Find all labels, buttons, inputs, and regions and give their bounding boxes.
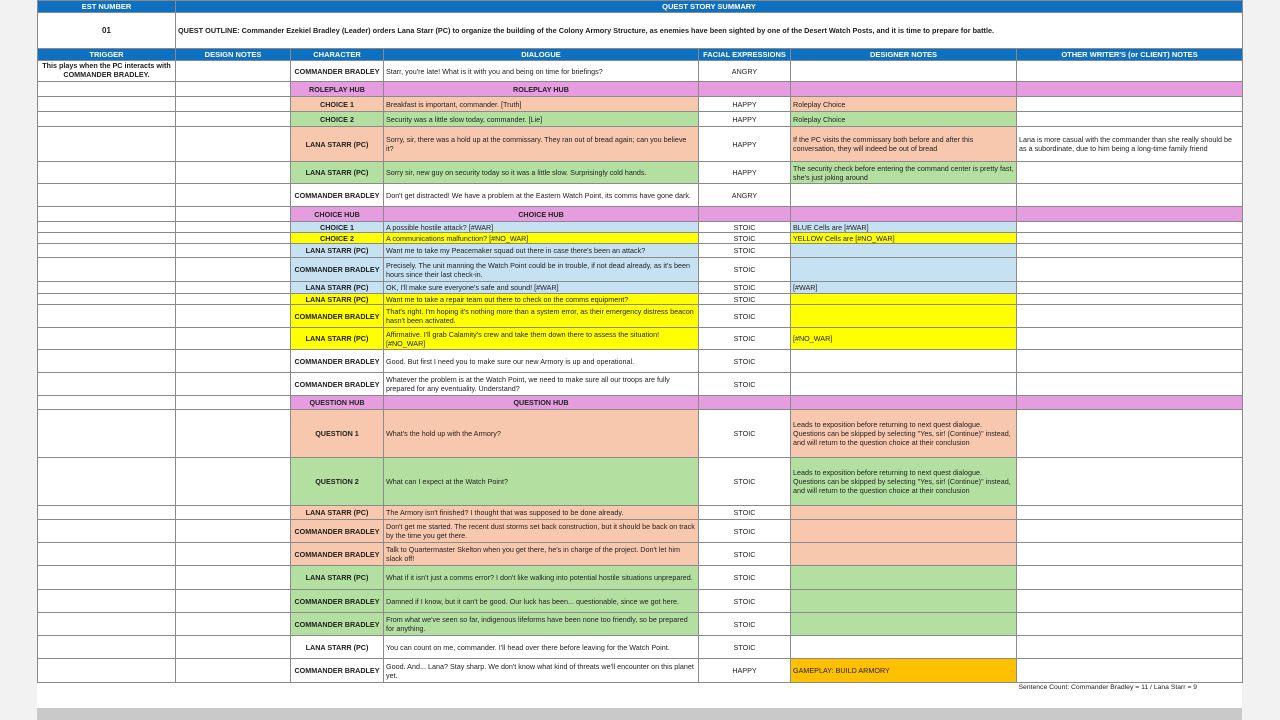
facial-expression-cell[interactable]: STOIC <box>699 543 791 566</box>
facial-expression-cell[interactable] <box>699 82 791 97</box>
designer-notes-cell[interactable]: BLUE Cells are [#WAR] <box>791 222 1017 233</box>
dialogue-cell[interactable]: Want me to take my Peacemaker squad out there in case there's been an attack? <box>384 244 699 258</box>
character-cell[interactable]: COMMANDER BRADLEY <box>291 590 384 613</box>
hub-row <box>38 207 1243 222</box>
table-row <box>38 659 1243 683</box>
designer-notes-cell[interactable] <box>791 543 1017 566</box>
facial-expression-cell[interactable]: STOIC <box>699 282 791 294</box>
trigger-cell[interactable] <box>38 162 176 184</box>
dialogue-cell[interactable]: Security was a little slow today, commander. [Lie] <box>384 112 699 127</box>
design-notes-cell[interactable] <box>176 543 291 566</box>
empty-cell <box>699 683 791 693</box>
character-cell[interactable]: COMMANDER BRADLEY <box>291 258 384 282</box>
designer-notes-cell[interactable] <box>791 506 1017 520</box>
design-notes-cell[interactable] <box>176 659 291 683</box>
other-notes-cell[interactable] <box>1017 97 1243 112</box>
other-notes-cell[interactable] <box>1017 282 1243 294</box>
facial-expression-cell[interactable]: STOIC <box>699 244 791 258</box>
table-row <box>38 613 1243 636</box>
designer-notes-cell[interactable] <box>791 61 1017 82</box>
design-notes-cell[interactable] <box>176 410 291 458</box>
quest-number-header: EST NUMBER <box>38 1 176 13</box>
character-cell[interactable]: LANA STARR (PC) <box>291 294 384 305</box>
trigger-cell[interactable] <box>38 506 176 520</box>
dialogue-cell[interactable]: Whatever the problem is at the Watch Point, we need to make sure all our troops are fully prepared for any eventuality. Understand? <box>384 373 699 396</box>
trigger-cell[interactable] <box>38 244 176 258</box>
spreadsheet <box>37 0 1242 720</box>
other-notes-cell[interactable] <box>1017 294 1243 305</box>
dialogue-cell[interactable]: Talk to Quartermaster Skelton when you get there, he's in charge of the project. Don't let him slack off! <box>384 543 699 566</box>
character-cell[interactable]: LANA STARR (PC) <box>291 244 384 258</box>
table-row <box>38 328 1243 350</box>
design-notes-cell[interactable] <box>176 222 291 233</box>
facial-expression-cell[interactable]: STOIC <box>699 636 791 659</box>
designer-notes-cell[interactable] <box>791 520 1017 543</box>
trigger-cell[interactable] <box>38 97 176 112</box>
trigger-cell[interactable] <box>38 127 176 162</box>
facial-expression-cell[interactable]: STOIC <box>699 222 791 233</box>
other-notes-cell[interactable] <box>1017 328 1243 350</box>
dialogue-cell[interactable]: A possible hostile attack? [#WAR] <box>384 222 699 233</box>
table-row <box>38 244 1243 258</box>
table-row <box>38 543 1243 566</box>
facial-expression-cell[interactable]: STOIC <box>699 294 791 305</box>
hub-row <box>38 396 1243 410</box>
other-notes-cell[interactable] <box>1017 506 1243 520</box>
trigger-cell[interactable] <box>38 233 176 244</box>
trigger-cell[interactable] <box>38 613 176 636</box>
hub-label[interactable]: ROLEPLAY HUB <box>291 82 384 97</box>
other-notes-cell[interactable] <box>1017 659 1243 683</box>
other-notes-cell[interactable] <box>1017 410 1243 458</box>
dialogue-cell[interactable]: Breakfast is important, commander. [Truth] <box>384 97 699 112</box>
col-other-notes: OTHER WRITER'S (or CLIENT) NOTES <box>1017 49 1243 61</box>
design-notes-cell[interactable] <box>176 127 291 162</box>
facial-expression-cell[interactable]: STOIC <box>699 613 791 636</box>
design-notes-cell[interactable] <box>176 207 291 222</box>
other-notes-cell[interactable] <box>1017 61 1243 82</box>
character-cell[interactable]: LANA STARR (PC) <box>291 282 384 294</box>
empty-cell <box>291 683 384 693</box>
dialogue-cell[interactable]: What's the hold up with the Armory? <box>384 410 699 458</box>
designer-notes-cell[interactable] <box>791 350 1017 373</box>
designer-notes-cell[interactable] <box>791 373 1017 396</box>
facial-expression-cell[interactable]: STOIC <box>699 350 791 373</box>
dialogue-cell[interactable]: OK, I'll make sure everyone's safe and sound! [#WAR] <box>384 282 699 294</box>
other-notes-cell[interactable] <box>1017 590 1243 613</box>
dialogue-cell[interactable]: From what we've seen so far, indigenous lifeforms have been none too friendly, so be prepared for anything. <box>384 613 699 636</box>
character-cell[interactable]: COMMANDER BRADLEY <box>291 520 384 543</box>
table-row <box>38 222 1243 233</box>
designer-notes-cell[interactable] <box>791 566 1017 590</box>
trigger-cell[interactable] <box>38 305 176 328</box>
trigger-cell[interactable] <box>38 282 176 294</box>
dialogue-cell[interactable]: Starr, you're late! What is it with you and being on time for briefings? <box>384 61 699 82</box>
facial-expression-cell[interactable]: HAPPY <box>699 659 791 683</box>
character-cell[interactable]: QUESTION 1 <box>291 410 384 458</box>
design-notes-cell[interactable] <box>176 613 291 636</box>
sheet-bottom-bar <box>37 708 1242 720</box>
designer-notes-cell[interactable] <box>791 244 1017 258</box>
quest-story-summary-header: QUEST STORY SUMMARY <box>176 1 1243 13</box>
table-row <box>38 566 1243 590</box>
table-row <box>38 184 1243 207</box>
table-row <box>38 112 1243 127</box>
designer-notes-cell[interactable]: Roleplay Choice <box>791 97 1017 112</box>
trigger-cell[interactable] <box>38 82 176 97</box>
dialogue-cell[interactable]: What can I expect at the Watch Point? <box>384 458 699 506</box>
facial-expression-cell[interactable]: STOIC <box>699 506 791 520</box>
trigger-cell[interactable] <box>38 112 176 127</box>
design-notes-cell[interactable] <box>176 233 291 244</box>
other-notes-cell[interactable] <box>1017 162 1243 184</box>
dialogue-cell[interactable]: Don't get distracted! We have a problem at the Eastern Watch Point, its comms have gone dark. <box>384 184 699 207</box>
table-row <box>38 305 1243 328</box>
dialogue-cell[interactable]: Good. And... Lana? Stay sharp. We don't know what kind of threats we'll encounter on this planet yet. <box>384 659 699 683</box>
designer-notes-cell[interactable] <box>791 396 1017 410</box>
character-cell[interactable]: COMMANDER BRADLEY <box>291 543 384 566</box>
designer-notes-cell[interactable]: GAMEPLAY: BUILD ARMORY <box>791 659 1017 683</box>
dialogue-cell[interactable]: Good. But first I need you to make sure our new Armory is up and operational. <box>384 350 699 373</box>
table-row <box>38 282 1243 294</box>
designer-notes-cell[interactable]: Leads to exposition before returning to next quest dialogue. Questions can be skipped by selecting "Yes, sir! (Continue)" instead, and will return to the question choice at their conclusion <box>791 458 1017 506</box>
quest-outline-text[interactable]: QUEST OUTLINE: Commander Ezekiel Bradley (Leader) orders Lana Starr (PC) to organize the building of the Colony Armory Structure, as enemies have been sighted by one of the Desert Watch Posts, and it is time to prepare for battle. <box>176 13 1243 49</box>
designer-notes-cell[interactable] <box>791 82 1017 97</box>
other-notes-cell[interactable] <box>1017 520 1243 543</box>
table-row <box>38 458 1243 506</box>
hub-row <box>38 82 1243 97</box>
hub-label[interactable]: CHOICE HUB <box>291 207 384 222</box>
other-notes-cell[interactable] <box>1017 458 1243 506</box>
table-row <box>38 97 1243 112</box>
facial-expression-cell[interactable] <box>699 207 791 222</box>
col-character: CHARACTER <box>291 49 384 61</box>
trigger-cell[interactable] <box>38 566 176 590</box>
design-notes-cell[interactable] <box>176 373 291 396</box>
design-notes-cell[interactable] <box>176 566 291 590</box>
facial-expression-cell[interactable]: ANGRY <box>699 61 791 82</box>
empty-cell <box>384 683 699 693</box>
trigger-cell[interactable] <box>38 373 176 396</box>
header-row-top <box>38 1 1243 13</box>
designer-notes-cell[interactable]: YELLOW Cells are [#NO_WAR] <box>791 233 1017 244</box>
design-notes-cell[interactable] <box>176 590 291 613</box>
design-notes-cell[interactable] <box>176 458 291 506</box>
designer-notes-cell[interactable] <box>791 636 1017 659</box>
character-cell[interactable]: COMMANDER BRADLEY <box>291 305 384 328</box>
trigger-cell[interactable]: This plays when the PC interacts with COMMANDER BRADLEY. <box>38 61 176 82</box>
quest-number[interactable]: 01 <box>38 13 176 49</box>
dialogue-cell[interactable]: Sorry sir, new guy on security today so it was a little slow. Surprisingly cold hands. <box>384 162 699 184</box>
trigger-cell[interactable] <box>38 396 176 410</box>
facial-expression-cell[interactable]: STOIC <box>699 328 791 350</box>
col-dialogue: DIALOGUE <box>384 49 699 61</box>
design-notes-cell[interactable] <box>176 506 291 520</box>
facial-expression-cell[interactable]: HAPPY <box>699 127 791 162</box>
table-row <box>38 520 1243 543</box>
design-notes-cell[interactable] <box>176 112 291 127</box>
other-notes-cell[interactable]: Lana is more casual with the commander than she really should be as a subordinate, due to him being a long-time family friend <box>1017 127 1243 162</box>
designer-notes-cell[interactable]: Leads to exposition before returning to next quest dialogue. Questions can be skipped by selecting "Yes, sir! (Continue)" instead, and will return to the question choice at their conclusion <box>791 410 1017 458</box>
character-cell[interactable]: COMMANDER BRADLEY <box>291 350 384 373</box>
character-cell[interactable]: LANA STARR (PC) <box>291 127 384 162</box>
design-notes-cell[interactable] <box>176 305 291 328</box>
table-row <box>38 590 1243 613</box>
hub-label[interactable]: QUESTION HUB <box>291 396 384 410</box>
dialogue-cell[interactable]: A communications malfunction? [#NO_WAR] <box>384 233 699 244</box>
other-notes-cell[interactable] <box>1017 244 1243 258</box>
trigger-cell[interactable] <box>38 350 176 373</box>
facial-expression-cell[interactable]: STOIC <box>699 566 791 590</box>
col-facial-expressions: FACIAL EXPRESSIONS <box>699 49 791 61</box>
character-cell[interactable]: LANA STARR (PC) <box>291 328 384 350</box>
sentence-count: Sentence Count: Commander Bradley = 11 / Lana Starr = 9 <box>1018 684 1198 692</box>
empty-cell <box>176 683 291 693</box>
trigger-cell[interactable] <box>38 458 176 506</box>
dialogue-cell[interactable]: Don't get me started. The recent dust storms set back construction, but it should be back on track by the time you get there. <box>384 520 699 543</box>
facial-expression-cell[interactable]: STOIC <box>699 233 791 244</box>
design-notes-cell[interactable] <box>176 258 291 282</box>
table-row <box>38 373 1243 396</box>
trigger-cell[interactable] <box>38 590 176 613</box>
table-row <box>38 258 1243 282</box>
designer-notes-cell[interactable]: Roleplay Choice <box>791 112 1017 127</box>
other-notes-cell[interactable] <box>1017 112 1243 127</box>
dialogue-cell[interactable]: Want me to take a repair team out there to check on the comms equipment? <box>384 294 699 305</box>
trigger-cell[interactable] <box>38 328 176 350</box>
design-notes-cell[interactable] <box>176 244 291 258</box>
trigger-cell[interactable] <box>38 184 176 207</box>
character-cell[interactable]: COMMANDER BRADLEY <box>291 613 384 636</box>
col-design-notes: DESIGN NOTES <box>176 49 291 61</box>
design-notes-cell[interactable] <box>176 350 291 373</box>
table-row <box>38 294 1243 305</box>
trigger-cell[interactable] <box>38 258 176 282</box>
dialogue-cell[interactable]: Sorry, sir, there was a hold up at the commissary. They ran out of bread again; can you believe it? <box>384 127 699 162</box>
other-notes-cell[interactable] <box>1017 258 1243 282</box>
design-notes-cell[interactable] <box>176 162 291 184</box>
column-header-row <box>38 49 1243 61</box>
empty-cell <box>38 683 176 693</box>
dialogue-cell[interactable]: Precisely. The unit manning the Watch Point could be in trouble, if not dead already, as it's been hours since their last check-in. <box>384 258 699 282</box>
col-designer-notes: DESIGNER NOTES <box>791 49 1017 61</box>
table-row <box>38 61 1243 82</box>
dialogue-cell[interactable]: You can count on me, commander. I'll head over there before leaving for the Watch Point. <box>384 636 699 659</box>
facial-expression-cell[interactable]: STOIC <box>699 520 791 543</box>
trigger-cell[interactable] <box>38 636 176 659</box>
table-row <box>38 636 1243 659</box>
other-notes-cell[interactable] <box>1017 566 1243 590</box>
character-cell[interactable]: LANA STARR (PC) <box>291 636 384 659</box>
dialogue-cell[interactable]: What if it isn't just a comms error? I don't like walking into potential hostile situations unprepared. <box>384 566 699 590</box>
facial-expression-cell[interactable]: STOIC <box>699 590 791 613</box>
hub-title[interactable]: QUESTION HUB <box>384 396 699 410</box>
other-notes-cell[interactable] <box>1017 373 1243 396</box>
other-notes-cell[interactable] <box>1017 350 1243 373</box>
trigger-cell[interactable] <box>38 543 176 566</box>
trigger-cell[interactable] <box>38 207 176 222</box>
design-notes-cell[interactable] <box>176 294 291 305</box>
designer-notes-cell[interactable] <box>791 207 1017 222</box>
other-notes-cell[interactable] <box>1017 184 1243 207</box>
designer-notes-cell[interactable] <box>791 613 1017 636</box>
other-notes-cell[interactable] <box>1017 613 1243 636</box>
design-notes-cell[interactable] <box>176 61 291 82</box>
other-notes-cell[interactable] <box>1017 222 1243 233</box>
design-notes-cell[interactable] <box>176 184 291 207</box>
character-cell[interactable]: COMMANDER BRADLEY <box>291 61 384 82</box>
sentence-count-row <box>38 683 1243 693</box>
table-row <box>38 506 1243 520</box>
quest-outline-row <box>38 13 1243 49</box>
facial-expression-cell[interactable]: HAPPY <box>699 97 791 112</box>
facial-expression-cell[interactable]: STOIC <box>699 258 791 282</box>
designer-notes-cell[interactable]: [#NO_WAR] <box>791 328 1017 350</box>
character-cell[interactable]: LANA STARR (PC) <box>291 162 384 184</box>
character-cell[interactable]: QUESTION 2 <box>291 458 384 506</box>
dialogue-table <box>37 0 1243 693</box>
dialogue-cell[interactable]: The Armory isn't finished? I thought that was supposed to be done already. <box>384 506 699 520</box>
other-notes-cell[interactable] <box>1017 82 1243 97</box>
designer-notes-cell[interactable] <box>791 590 1017 613</box>
facial-expression-cell[interactable]: STOIC <box>699 373 791 396</box>
designer-notes-cell[interactable]: The security check before entering the command center is pretty fast, she's just joking around <box>791 162 1017 184</box>
character-cell[interactable]: COMMANDER BRADLEY <box>291 184 384 207</box>
table-row <box>38 233 1243 244</box>
design-notes-cell[interactable] <box>176 636 291 659</box>
facial-expression-cell[interactable]: ANGRY <box>699 184 791 207</box>
character-cell[interactable]: COMMANDER BRADLEY <box>291 659 384 683</box>
designer-notes-cell[interactable]: [#WAR] <box>791 282 1017 294</box>
hub-title[interactable]: CHOICE HUB <box>384 207 699 222</box>
design-notes-cell[interactable] <box>176 520 291 543</box>
other-notes-cell[interactable] <box>1017 636 1243 659</box>
table-row <box>38 410 1243 458</box>
facial-expression-cell[interactable]: STOIC <box>699 458 791 506</box>
facial-expression-cell[interactable]: HAPPY <box>699 162 791 184</box>
character-cell[interactable]: LANA STARR (PC) <box>291 506 384 520</box>
empty-cell <box>791 683 1017 693</box>
table-row <box>38 162 1243 184</box>
design-notes-cell[interactable] <box>176 282 291 294</box>
character-cell[interactable]: CHOICE 1 <box>291 222 384 233</box>
design-notes-cell[interactable] <box>176 328 291 350</box>
trigger-cell[interactable] <box>38 520 176 543</box>
designer-notes-cell[interactable] <box>791 305 1017 328</box>
trigger-cell[interactable] <box>38 294 176 305</box>
designer-notes-cell[interactable]: If the PC visits the commissary both before and after this conversation, they will indeed be out of bread <box>791 127 1017 162</box>
design-notes-cell[interactable] <box>176 396 291 410</box>
trigger-cell[interactable] <box>38 410 176 458</box>
facial-expression-cell[interactable]: HAPPY <box>699 112 791 127</box>
character-cell[interactable]: COMMANDER BRADLEY <box>291 373 384 396</box>
table-row <box>38 350 1243 373</box>
hub-title[interactable]: ROLEPLAY HUB <box>384 82 699 97</box>
facial-expression-cell[interactable] <box>699 396 791 410</box>
dialogue-cell[interactable]: That's right. I'm hoping it's nothing more than a system error, as their emergency distress beacon hasn't been activated. <box>384 305 699 328</box>
other-notes-cell[interactable] <box>1017 207 1243 222</box>
facial-expression-cell[interactable]: STOIC <box>699 410 791 458</box>
trigger-cell[interactable] <box>38 659 176 683</box>
facial-expression-cell[interactable]: STOIC <box>699 305 791 328</box>
character-cell[interactable]: CHOICE 2 <box>291 112 384 127</box>
designer-notes-cell[interactable] <box>791 184 1017 207</box>
col-trigger: TRIGGER <box>38 49 176 61</box>
design-notes-cell[interactable] <box>176 97 291 112</box>
designer-notes-cell[interactable] <box>791 258 1017 282</box>
dialogue-cell[interactable]: Affirmative. I'll grab Calamity's crew and take them down there to assess the situation! [#NO_WAR] <box>384 328 699 350</box>
character-cell[interactable]: CHOICE 2 <box>291 233 384 244</box>
character-cell[interactable]: CHOICE 1 <box>291 97 384 112</box>
trigger-cell[interactable] <box>38 222 176 233</box>
table-row <box>38 127 1243 162</box>
other-notes-cell[interactable] <box>1017 543 1243 566</box>
design-notes-cell[interactable] <box>176 82 291 97</box>
dialogue-cell[interactable]: Damned if I know, but it can't be good. Our luck has been... questionable, since we got here. <box>384 590 699 613</box>
designer-notes-cell[interactable] <box>791 294 1017 305</box>
other-notes-cell[interactable] <box>1017 396 1243 410</box>
other-notes-cell[interactable] <box>1017 305 1243 328</box>
character-cell[interactable]: LANA STARR (PC) <box>291 566 384 590</box>
other-notes-cell[interactable] <box>1017 233 1243 244</box>
